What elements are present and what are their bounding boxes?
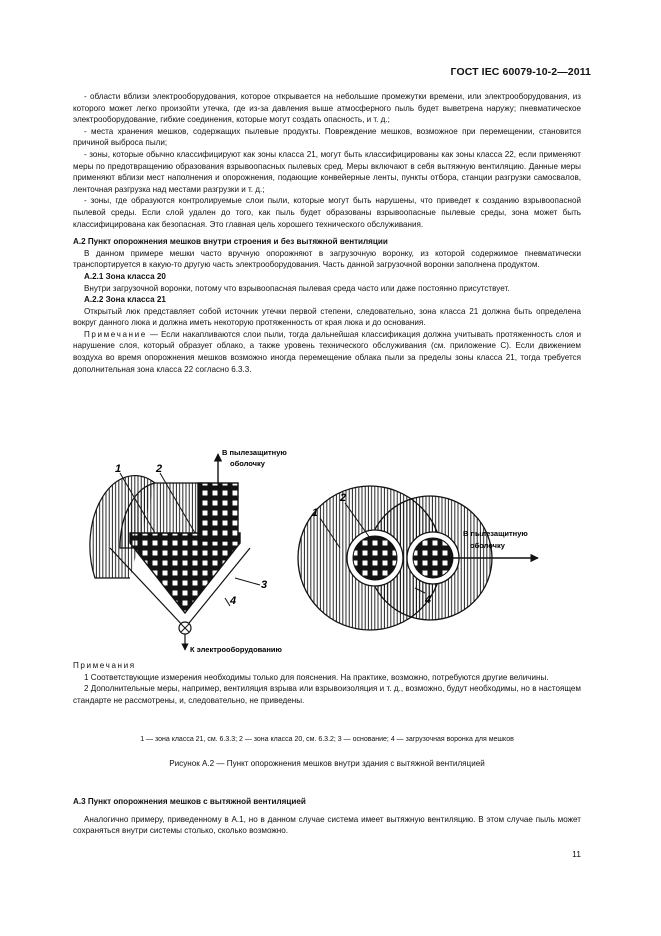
note-text: — Если накапливаются слои пыли, тогда дальнейшая классификация должна учитывать протяженность слоя и нарушение слоя, который образует облако, а также уровень технического обслуживания (см. приложение С). Если движением воздуха во время опорожнения мешков возможно иногда перемещение облака пыли за пределы зоны класса 21, тогда требуется дополнительная зона класса 22 согласно 6.3.3. [73, 329, 581, 374]
figure-a2 [70, 438, 590, 663]
bullet-item: - зоны, где образуются контролируемые слои пыли, которые могут быть нарушены, что приведет к созданию взрывоопасной пылевой среды. Если слой удален до того, как пыль будет образованы взрывоопасные пылевые среды, зона может быть классифицирована как безопасная. Это главная цель хорошего технического обслуживания. [73, 196, 581, 229]
label-to-enclosure-top-2: оболочку [230, 459, 265, 468]
duct [198, 483, 238, 541]
a2-intro: В данном примере мешки часто вручную опорожняют в загрузочную воронку, из которой содержимое пневматически транспортируется в какую-то другую часть электрооборудования. Часть данной загрузочной воронки заполнена продуктом. [73, 248, 581, 270]
label-to-enclosure-right: В пылезащитную [463, 529, 528, 538]
label-4-left: 4 [230, 595, 237, 607]
duct-core [413, 538, 453, 578]
note-1: 1 Соответствующие измерения необходимы только для пояснения. На практике, возможно, потребуются другие величины. [84, 672, 549, 682]
section-a3 [73, 796, 581, 837]
subsection-heading-a21: А.2.1 Зона класса 20 [84, 271, 166, 281]
hopper-diagram [90, 448, 287, 654]
label-3: 3 [261, 579, 268, 591]
page-number: 11 [572, 849, 581, 859]
label-to-equipment: К электрооборудованию [190, 645, 282, 654]
zone-20-core [353, 536, 397, 580]
note-2: 2 Дополнительные меры, например, вентиляция взрыва или взрывоизоляция и т. д., возможно, будут необходимы, но в настоящем стандарте не рассмотрены, и, следовательно, не приведены. [73, 684, 581, 705]
label-4-right: 4 [425, 594, 432, 606]
label-1-right: 1 [312, 507, 319, 519]
a2-note [73, 329, 581, 375]
bullet-item: - места хранения мешков, содержащих пылевые продукты. Повреждение мешков, возможное при перемещении, становится причиной выброса пыли; [73, 126, 581, 148]
section-heading-a3: А.3 Пункт опорожнения мешков с вытяжной вентиляцией [73, 797, 306, 806]
figure-legend: 1 — зона класса 21, см. 6.3.3; 2 — зона класса 20, см. 6.3.2; 3 — основание; 4 — загрузочная воронка для мешков [140, 736, 514, 743]
figure-caption: Рисунок А.2 — Пункт опорожнения мешков внутри здания с вытяжной вентиляцией [169, 759, 485, 768]
figure-notes [73, 660, 581, 706]
label-to-enclosure-top: В пылезащитную [222, 448, 287, 457]
bullet-item: - зоны, которые обычно классифицируют как зоны класса 21, могут быть классифицированы как зоны класса 22, если применяют меры по предотвращению образования взрывоопасных пылевых сред. Меры включают в себя вытяжную вентиляцию. Данные меры применяют вблизи мест наполнения и опорожнения, подающие конвейерные ленты, пункты отбора, станции разгрузки самосвалов, ленточная разгрузка над местами разгрузки и т. д.; [73, 149, 581, 194]
label-2-left: 2 [156, 463, 163, 475]
a22-text: Открытый люк представляет собой источник утечки первой степени, следовательно, зона класса 21 должна быть определена вокруг данного люка и должна иметь некоторую протяженность от края люка и до основания. [73, 306, 581, 328]
note-label: Примечание [84, 329, 147, 339]
label-1-left: 1 [115, 463, 122, 475]
subsection-heading-a22: А.2.2 Зона класса 21 [84, 295, 166, 305]
hopper-body [130, 533, 240, 613]
bullet-item: - области вблизи электрооборудования, которое открывается на небольшие промежутки времени, или электрооборудования, из которого может легко произойти утечка, где из-за давления выше атмосферного пыль будет выветрена наружу; пневматическое электрооборудование, гибкие соединения, которые могут создать опасность, и т. д.; [73, 92, 581, 125]
a3-text: Аналогично примеру, приведенному в А.1, но в данном случае система имеет вытяжную вентиляцию. В этом случае пыль может сохраняться внутри системы столько, сколько возможно. [73, 814, 581, 836]
notes-title: Примечания [73, 661, 136, 670]
document-header: ГОСТ IEC 60079-10-2—2011 [450, 66, 591, 78]
label-to-enclosure-right-2: оболочку [470, 541, 505, 550]
section-heading-a2: А.2 Пункт опорожнения мешков внутри строения и без вытяжной вентиляции [73, 237, 388, 247]
main-text [73, 91, 581, 375]
plan-view-diagram [298, 486, 538, 630]
label-2-right: 2 [340, 492, 347, 504]
a21-text: Внутри загрузочной воронки, потому что взрывоопасная пылевая среда часто или даже постоянно присутствует. [84, 283, 510, 293]
